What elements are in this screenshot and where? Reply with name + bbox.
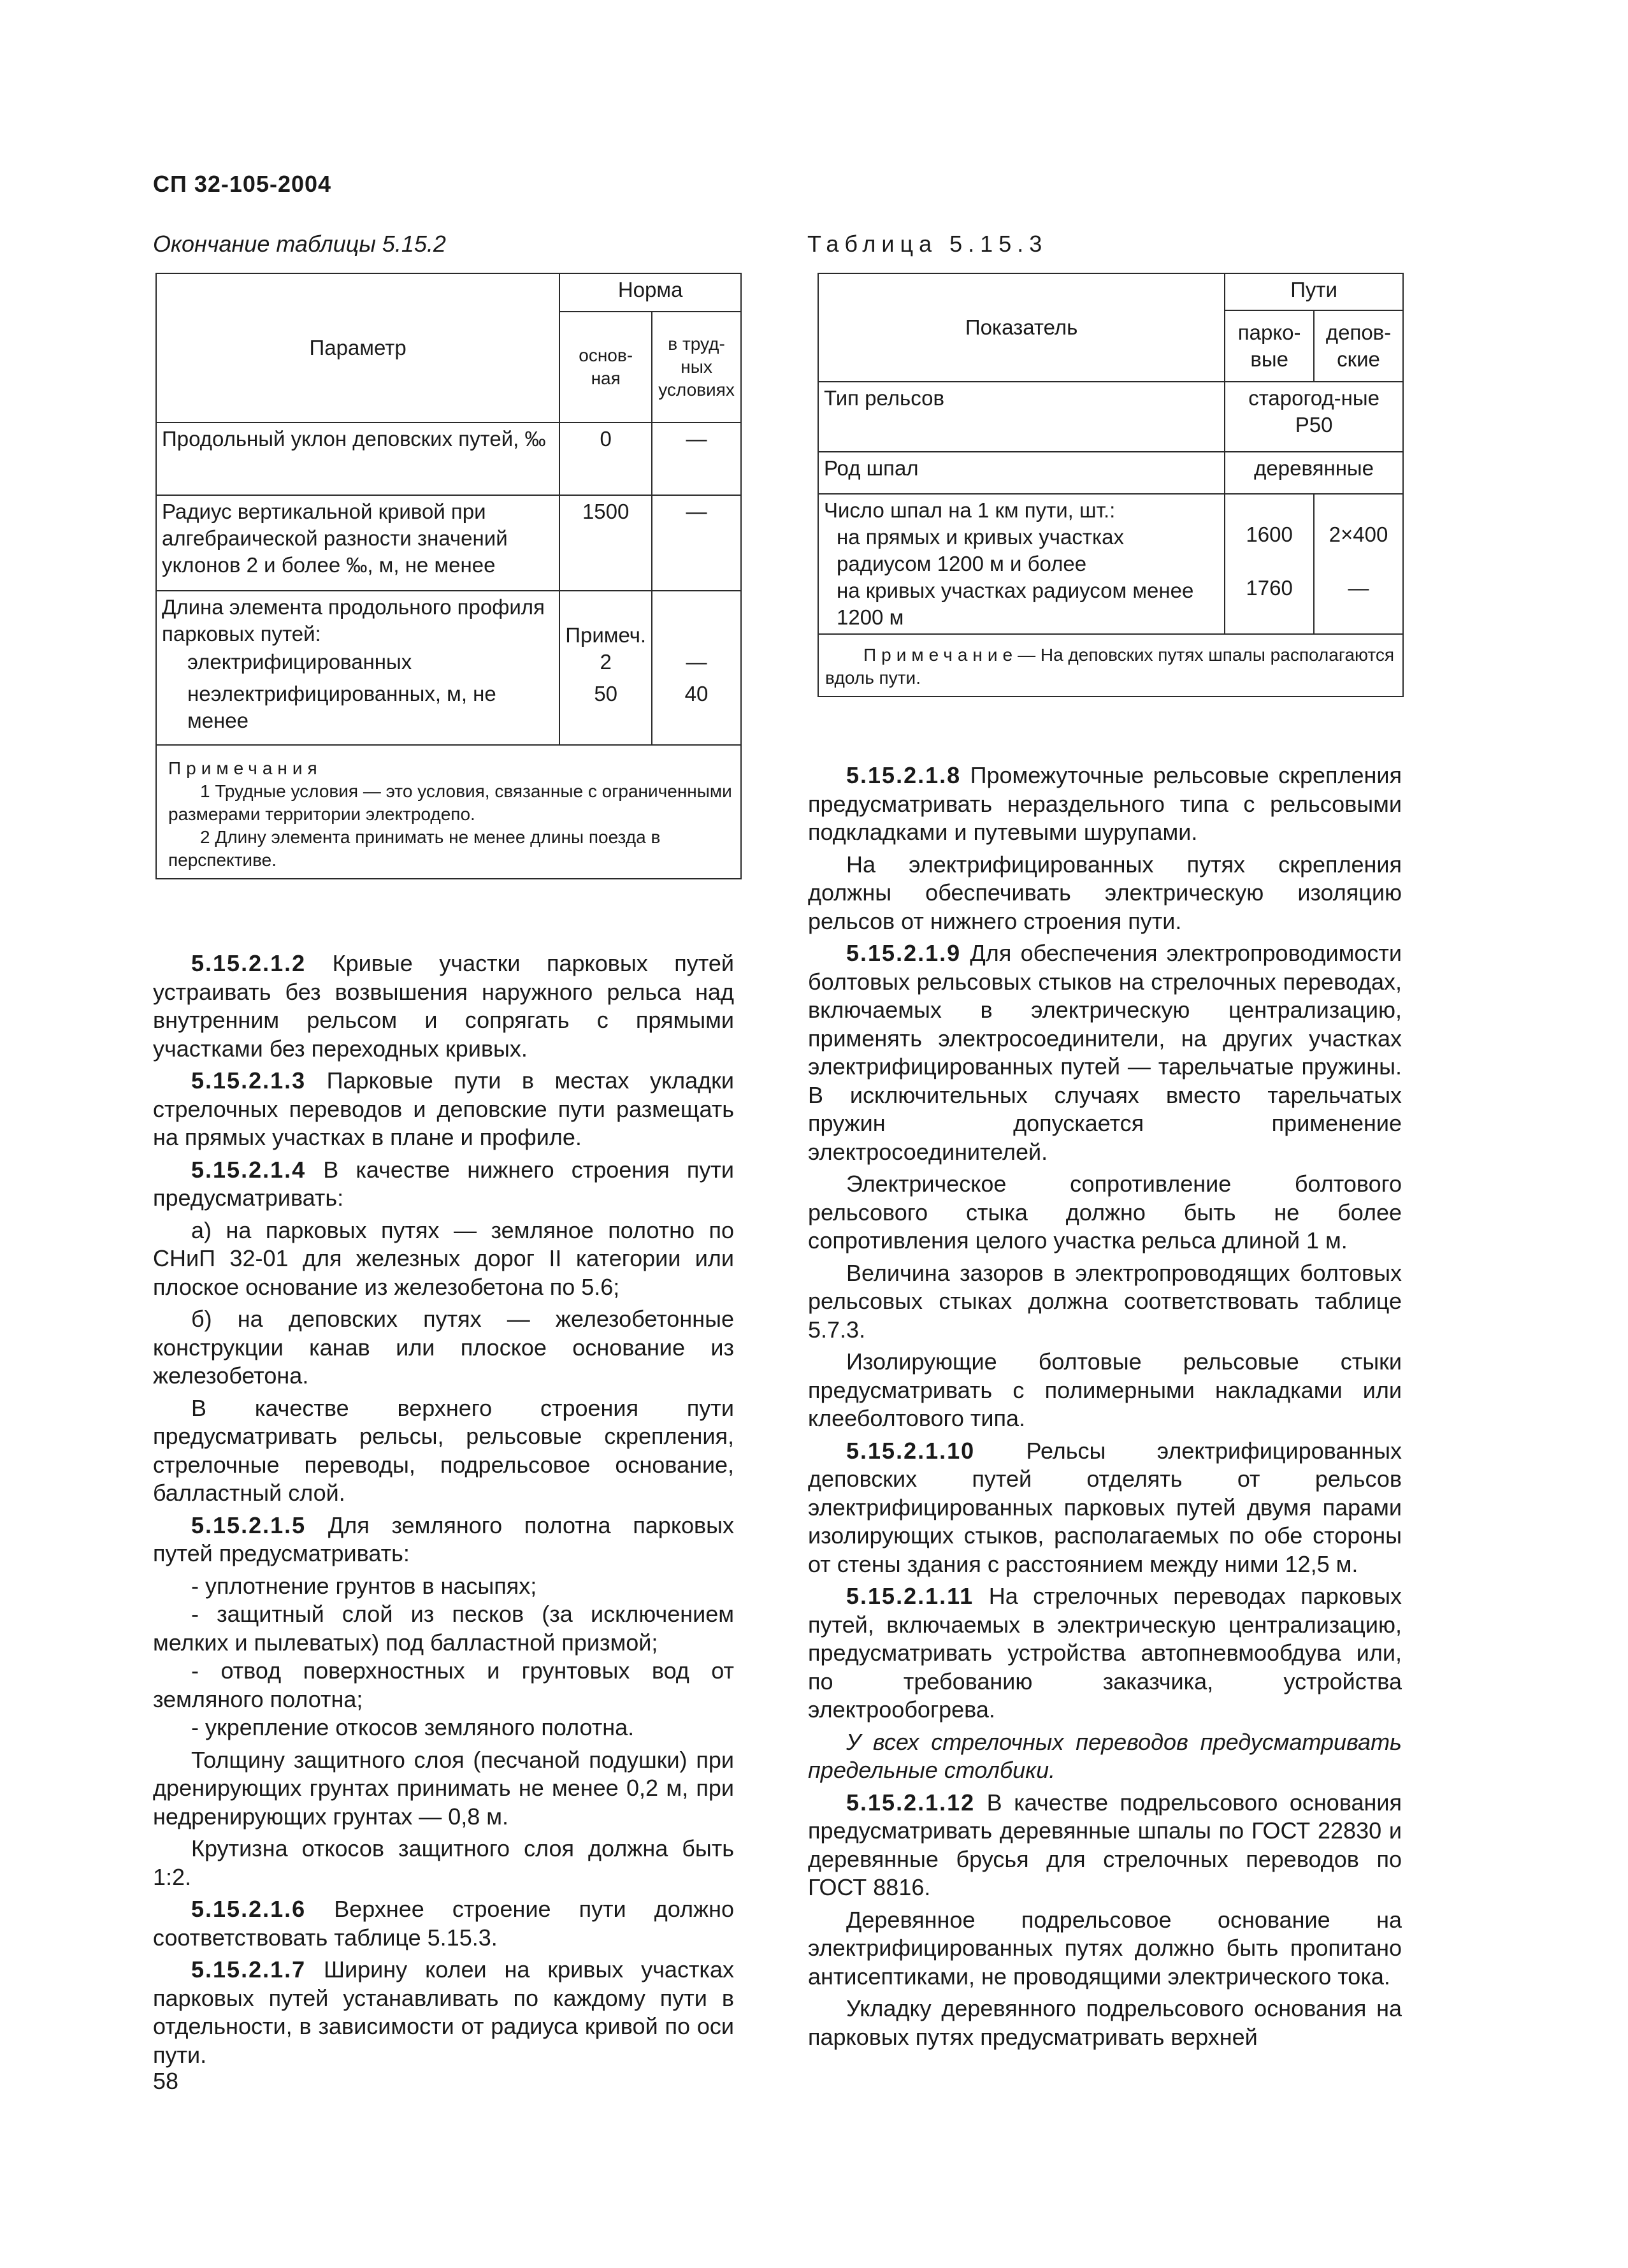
table1-notes bbox=[156, 745, 741, 879]
page-number: 58 bbox=[153, 2068, 179, 2094]
para-item-a: а) на парковых путях — земляное полотно по СНиП 32-01 для железных дорог II категории или плоское основание из железобетона по 5.6; bbox=[153, 1217, 734, 1300]
para-resistance: Электрическое сопротивление болтового рельсового стыка должно быть не более сопротивления целого участка рельса длиной 1 м. bbox=[808, 1171, 1402, 1253]
para-5-15-2-1-5: 5.15.2.1.5 Для земляного полотна парковых путей предусматривать: bbox=[153, 1512, 734, 1566]
table-5-15-2 bbox=[155, 273, 742, 879]
value-depo-a: 2×400 bbox=[1329, 523, 1388, 546]
row-name: Радиус вертикальной кривой при алгебраической разности значений уклонов 2 и более ‰, м, не менее bbox=[156, 495, 559, 591]
note-1: 1 Трудные условия — это условия, связанные с ограниченными размерами территории электродепо. bbox=[168, 781, 732, 824]
para-5-15-2-1-6: 5.15.2.1.6 Верхнее строение пути должно соответствовать таблице 5.15.3. bbox=[153, 1896, 734, 1951]
row-value: старогод-ные Р50 bbox=[1225, 382, 1403, 452]
table-row bbox=[156, 423, 741, 495]
row-park bbox=[1225, 494, 1314, 634]
header-park: парко-вые bbox=[1225, 310, 1314, 382]
para-laying: Укладку деревянного подрельсового основания на парковых путях предусматривать верхней bbox=[808, 1995, 1402, 2050]
row-name bbox=[818, 494, 1225, 634]
para-5-15-2-1-9: 5.15.2.1.9 Для обеспечения электропроводимости болтовых рельсовых стыков на стрелочных переводах, включаемых в электрическую централизацию, применять электросоединители, на других участках электрифицированных путей — тарельчатые пружины. В исключительных случаях вместо тарельчатых пружин допускается применение электросоединителей. bbox=[808, 940, 1402, 1165]
header-indicator: Показатель bbox=[818, 273, 1225, 382]
document-header: СП 32-105-2004 bbox=[153, 171, 332, 197]
row-subname: на кривых участках радиусом менее 1200 м bbox=[837, 579, 1194, 629]
row-hard: 40 bbox=[652, 678, 741, 745]
value-depo-b: — bbox=[1348, 576, 1369, 600]
para-protective-layer: Толщину защитного слоя (песчаной подушки) при дренирующих грунтах принимать не менее 0,2 м, при недренирующих грунтах — 0,8 м. bbox=[153, 1746, 734, 1830]
para-upper-structure: В качестве верхнего строения пути предусматривать рельсы, рельсовые скрепления, стрелочные переводы, подрельсовое основание, балластный слой. bbox=[153, 1394, 734, 1506]
para-5-15-2-1-3: 5.15.2.1.3 Парковые пути в местах укладки стрелочных переводов и деповские пути размещать на прямых участках в плане и профиле. bbox=[153, 1067, 734, 1150]
table2-caption: Таблица 5.15.3 bbox=[807, 231, 1048, 257]
table-row bbox=[156, 678, 741, 745]
header-main: основ-ная bbox=[559, 312, 652, 423]
row-main: Примеч. 2 bbox=[559, 591, 652, 678]
header-depo: депов-ские bbox=[1314, 310, 1403, 382]
para-5-15-2-1-11: 5.15.2.1.11 На стрелочных переводах парковых путей, включаемых в электрическую централизацию, предусматривать устройства автопневмообдува или, по требованию заказчика, устройства электрообогрева. bbox=[808, 1583, 1402, 1723]
table2-note bbox=[818, 634, 1403, 697]
value-park-b: 1760 bbox=[1246, 576, 1293, 600]
table1-caption: Окончание таблицы 5.15.2 bbox=[153, 231, 446, 257]
row-name: неэлектрифицированных, м, не менее bbox=[156, 678, 559, 745]
table-5-15-3 bbox=[818, 273, 1404, 697]
right-column bbox=[808, 762, 1402, 2055]
row-main: 50 bbox=[559, 678, 652, 745]
row-name: Тип рельсов bbox=[818, 382, 1225, 452]
para-5-15-2-1-2: 5.15.2.1.2 Кривые участки парковых путей устраивать без возвышения наружного рельса над внутренним рельсом и сопрягать с прямыми участками без переходных кривых. bbox=[153, 950, 734, 1062]
left-column bbox=[153, 950, 734, 2073]
header-hard: в труд-ных условиях bbox=[652, 312, 741, 423]
row-name: Род шпал bbox=[818, 452, 1225, 494]
list-item: - отвод поверхностных и грунтовых вод от земляного полотна; bbox=[153, 1658, 734, 1712]
table-row bbox=[156, 495, 741, 591]
para-gaps: Величина зазоров в электропроводящих болтовых рельсовых стыках должна соответствовать таблице 5.7.3. bbox=[808, 1259, 1402, 1343]
row-hard: — bbox=[652, 495, 741, 591]
row-hard: — bbox=[652, 591, 741, 678]
table-row bbox=[818, 452, 1403, 494]
list-item: - укрепление откосов земляного полотна. bbox=[191, 1714, 635, 1740]
row-subtitle: Число шпал на 1 км пути, шт.: bbox=[824, 498, 1116, 522]
note-label: Примечание bbox=[863, 645, 1018, 665]
para-item-b: б) на деповских путях — железобетонные конструкции канав или плоское основание из железобетона. bbox=[153, 1306, 734, 1389]
row-name bbox=[156, 591, 559, 678]
para-5-15-2-1-10: 5.15.2.1.10 Рельсы электрифицированных деповских путей отделять от рельсов электрифицированных парковых путей двумя парами изолирующих стыков, располагаемых по обе стороны от стены здания с расстоянием между ними 12,5 м. bbox=[808, 1437, 1402, 1577]
row-main: 0 bbox=[559, 423, 652, 495]
list-item: - уплотнение грунтов в насыпях; bbox=[191, 1572, 537, 1599]
row-depo bbox=[1314, 494, 1403, 634]
note-2: 2 Длину элемента принимать не менее длины поезда в перспективе. bbox=[168, 827, 661, 870]
header-ways: Пути bbox=[1225, 273, 1403, 310]
para-insulating-joints: Изолирующие болтовые рельсовые стыки предусматривать с полимерными накладками или клееболтового типа. bbox=[808, 1348, 1402, 1431]
row-subname: электрифицированных bbox=[187, 650, 412, 674]
notes-title: Примечания bbox=[168, 758, 322, 778]
para-5-15-2-1-8: 5.15.2.1.8 Промежуточные рельсовые скрепления предусматривать нераздельного типа с рельсовыми подкладками и путевыми шурупами. bbox=[808, 762, 1402, 845]
row-value: деревянные bbox=[1225, 452, 1403, 494]
para-insulation: На электрифицированных путях скрепления должны обеспечивать электрическую изоляцию рельсов от нижнего строения пути. bbox=[808, 851, 1402, 934]
row-main: 1500 bbox=[559, 495, 652, 591]
row-name: Продольный уклон деповских путей, ‰ bbox=[156, 423, 559, 495]
header-norm: Норма bbox=[559, 273, 741, 312]
row-subname: на прямых и кривых участках радиусом 1200 м и более bbox=[837, 525, 1124, 575]
para-limit-posts: У всех стрелочных переводов предусматривать предельные столбики. bbox=[808, 1728, 1402, 1783]
list-item: - защитный слой из песков (за исключением мелких и пылеватых) под балластной призмой; bbox=[153, 1601, 734, 1656]
table-row bbox=[818, 382, 1403, 452]
row-subtitle: Длина элемента продольного профиля парковых путей: bbox=[162, 595, 545, 646]
table-row bbox=[818, 494, 1403, 634]
para-5-15-2-1-12: 5.15.2.1.12 В качестве подрельсового основания предусматривать деревянные шпалы по ГОСТ 22830 и деревянные брусья для стрелочных переводов по ГОСТ 8816. bbox=[808, 1789, 1402, 1900]
value-park-a: 1600 bbox=[1246, 523, 1293, 546]
para-5-15-2-1-4: 5.15.2.1.4 В качестве нижнего строения пути предусматривать: bbox=[153, 1156, 734, 1211]
para-5-15-2-1-7: 5.15.2.1.7 Ширину колеи на кривых участках парковых путей устанавливать по каждому пути в отдельности, в зависимости от радиуса кривой по оси пути. bbox=[153, 1956, 734, 2068]
row-hard: — bbox=[652, 423, 741, 495]
header-param: Параметр bbox=[156, 273, 559, 423]
note-text: — На деповских путях шпалы располагаются вдоль пути. bbox=[825, 645, 1395, 688]
para-antiseptic: Деревянное подрельсовое основание на электрифицированных путях должно быть пропитано антисептиками, не проводящими электрического тока. bbox=[808, 1906, 1402, 1990]
para-slope: Крутизна откосов защитного слоя должна быть 1:2. bbox=[153, 1835, 734, 1890]
table-row bbox=[156, 591, 741, 678]
